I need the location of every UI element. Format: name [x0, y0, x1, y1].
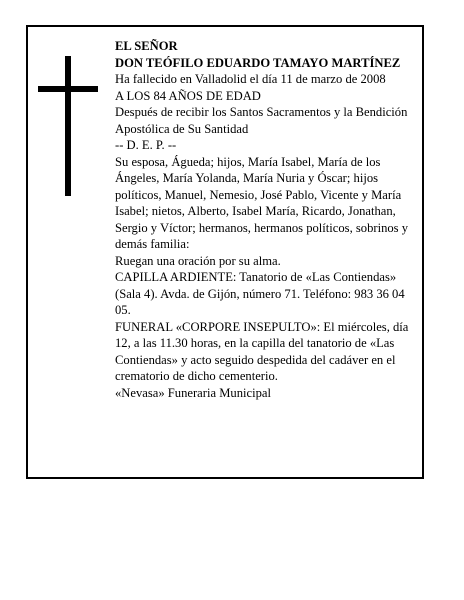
- rip-line: -- D. E. P. --: [115, 138, 177, 152]
- funeral-home-line: «Nevasa» Funeraria Municipal: [115, 385, 271, 400]
- family-paragraph: Su esposa, Águeda; hijos, María Isabel, María de los Ángeles, María Yolanda, María Nuria y Óscar; hijos políticos, Manuel, Nemesio, José Pablo, Vicente y María Isabel; nietos, Alberto, Isabel María, Ricardo, Jonathan, Sergio y Víctor; hermanos, hermanos políticos, sobrinos y demás familia:: [115, 154, 409, 251]
- deceased-name: DON TEÓFILO EDUARDO TAMAYO MARTÍNEZ: [115, 55, 401, 70]
- cross-icon: [38, 56, 98, 196]
- funeral-paragraph: FUNERAL «CORPORE INSEPULTO»: El miércoles, día 12, a las 11.30 horas, en la capilla del tanatorio de «Las Contiendas» y acto seguido despedida del cadáver en el crematorio de dicho cementerio.: [115, 319, 409, 383]
- age-line: A LOS 84 AÑOS DE EDAD: [115, 88, 261, 103]
- death-line: Ha fallecido en Valladolid el día 11 de marzo de 2008: [115, 72, 386, 86]
- cross-vertical-bar: [65, 56, 71, 196]
- obituary-text: [115, 38, 420, 401]
- prayer-line: Ruegan una oración por su alma.: [115, 253, 281, 268]
- chapel-paragraph: CAPILLA ARDIENTE: Tanatorio de «Las Contiendas» (Sala 4). Avda. de Gijón, número 71. Teléfono: 983 36 04 05.: [115, 270, 405, 317]
- notice-title: EL SEÑOR: [115, 39, 178, 53]
- cross-horizontal-bar: [38, 86, 98, 92]
- sacraments-line: Después de recibir los Santos Sacramentos y la Bendición Apostólica de Su Santidad: [115, 105, 408, 136]
